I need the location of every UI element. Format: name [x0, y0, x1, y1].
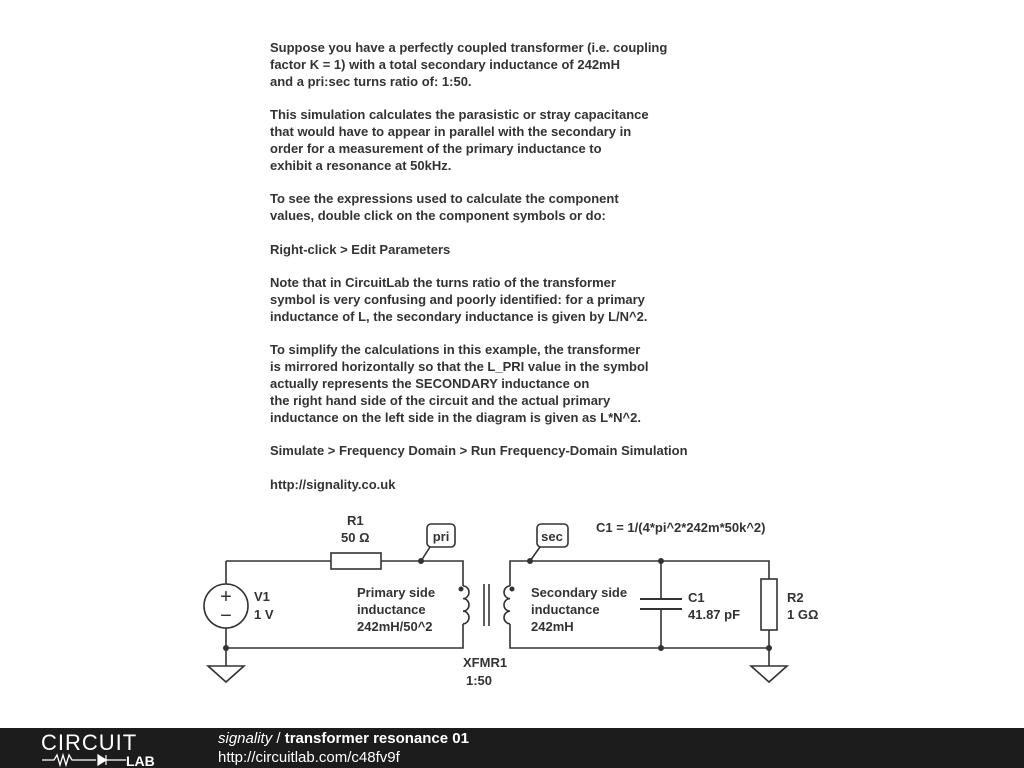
sec-probe-tag[interactable] [530, 524, 568, 561]
junction-dot [658, 645, 664, 651]
description-paragraph [270, 342, 790, 426]
breadcrumb-separator: / [272, 730, 285, 747]
logo-wave-icon [42, 755, 96, 765]
r2-resistor[interactable] [761, 579, 777, 630]
description-line: that would have to appear in parallel with the secondary in [270, 123, 632, 139]
description-line: exhibit a resonance at 50kHz. [270, 157, 452, 173]
r1-resistor[interactable] [331, 553, 381, 569]
junction-dot [766, 645, 772, 651]
description-line: symbol is very confusing and poorly identified: for a primary [270, 291, 645, 307]
source-minus-sign: − [220, 605, 232, 627]
description-paragraph [270, 191, 790, 225]
circuit-url-link[interactable]: http://circuitlab.com/c48fv9f [218, 749, 400, 766]
circuitlab-logo[interactable] [40, 730, 180, 768]
description-line: order for a measurement of the primary inductance to [270, 140, 602, 156]
c1-name: C1 [688, 590, 705, 605]
description-line: To see the expressions used to calculate the component [270, 191, 619, 207]
description-paragraph [270, 275, 790, 325]
ground-right-icon [751, 666, 787, 682]
description-line: is mirrored horizontally so that the L_PRI value in the symbol [270, 359, 649, 375]
circuit-schematic [0, 500, 1024, 700]
xfmr-ratio: 1:50 [466, 673, 493, 688]
description-paragraph [270, 107, 790, 174]
c1-formula: C1 = 1/(4*pi^2*242m*50k^2) [596, 520, 766, 535]
footer-bar [0, 728, 1024, 768]
secondary-note-line: 242mH [531, 619, 574, 634]
description-paragraph [270, 40, 790, 90]
description-line: the right hand side of the circuit and the actual primary [270, 392, 611, 408]
description-line: inductance of L, the secondary inductance is given by L/N^2. [270, 308, 648, 324]
description-line: Simulate > Frequency Domain > Run Frequency-Domain Simulation [270, 443, 688, 459]
logo-diode-icon [98, 755, 106, 765]
description-line: Note that in CircuitLab the turns ratio of the transformer [270, 275, 616, 291]
description-paragraph [270, 242, 790, 259]
sec-tag-label: sec [541, 529, 563, 544]
logo-top-text: CIRCUIT [41, 730, 138, 755]
pri-tag-label: pri [432, 529, 450, 544]
description-link[interactable]: http://signality.co.uk [270, 476, 396, 492]
wire-primary-top [226, 561, 463, 648]
primary-note-line: 242mH/50^2 [357, 619, 433, 634]
v1-voltage-source[interactable] [204, 584, 248, 628]
description-text [270, 40, 790, 510]
circuit-title[interactable]: transformer resonance 01 [284, 730, 469, 747]
description-paragraph [270, 477, 790, 494]
v1-name: V1 [254, 589, 270, 604]
breadcrumb [218, 730, 469, 747]
description-line: factor K = 1) with a total secondary inductance of 242mH [270, 56, 621, 72]
junction-dot [658, 558, 664, 564]
description-paragraph [270, 443, 790, 460]
ground-left-icon [208, 666, 244, 682]
xfmr-dot-secondary [510, 587, 515, 592]
source-plus-sign: + [220, 586, 232, 608]
v1-value: 1 V [254, 607, 274, 622]
description-line: Right-click > Edit Parameters [270, 241, 451, 257]
c1-value: 41.87 pF [688, 607, 741, 622]
primary-note-line: Primary side [357, 585, 436, 600]
r2-value: 1 GΩ [787, 607, 819, 622]
breadcrumb-user[interactable]: signality [218, 730, 273, 747]
secondary-note-line: inductance [531, 602, 600, 617]
description-line: This simulation calculates the parasistic or stray capacitance [270, 107, 649, 123]
description-line: Suppose you have a perfectly coupled transformer (i.e. coupling [270, 40, 668, 55]
description-line: inductance on the left side in the diagram is given as L*N^2. [270, 409, 641, 425]
primary-note-line: inductance [357, 602, 426, 617]
description-line: values, double click on the component symbols or do: [270, 207, 606, 223]
secondary-note-line: Secondary side [531, 585, 628, 600]
description-line: To simplify the calculations in this example, the transformer [270, 342, 641, 358]
xfmr-dot-primary [459, 587, 464, 592]
wire-secondary-top [510, 561, 769, 586]
r2-name: R2 [787, 590, 804, 605]
logo-bottom-text: LAB [126, 753, 155, 768]
description-line: actually represents the SECONDARY inductance on [270, 375, 590, 391]
description-line: and a pri:sec turns ratio of: 1:50. [270, 73, 472, 89]
r1-value: 50 Ω [341, 530, 370, 545]
pri-probe-tag[interactable] [421, 524, 455, 561]
xfmr-name: XFMR1 [463, 655, 508, 670]
r1-name: R1 [347, 513, 364, 528]
junction-dot [223, 645, 229, 651]
xfmr1-transformer[interactable] [463, 584, 510, 626]
c1-capacitor[interactable] [640, 599, 682, 609]
